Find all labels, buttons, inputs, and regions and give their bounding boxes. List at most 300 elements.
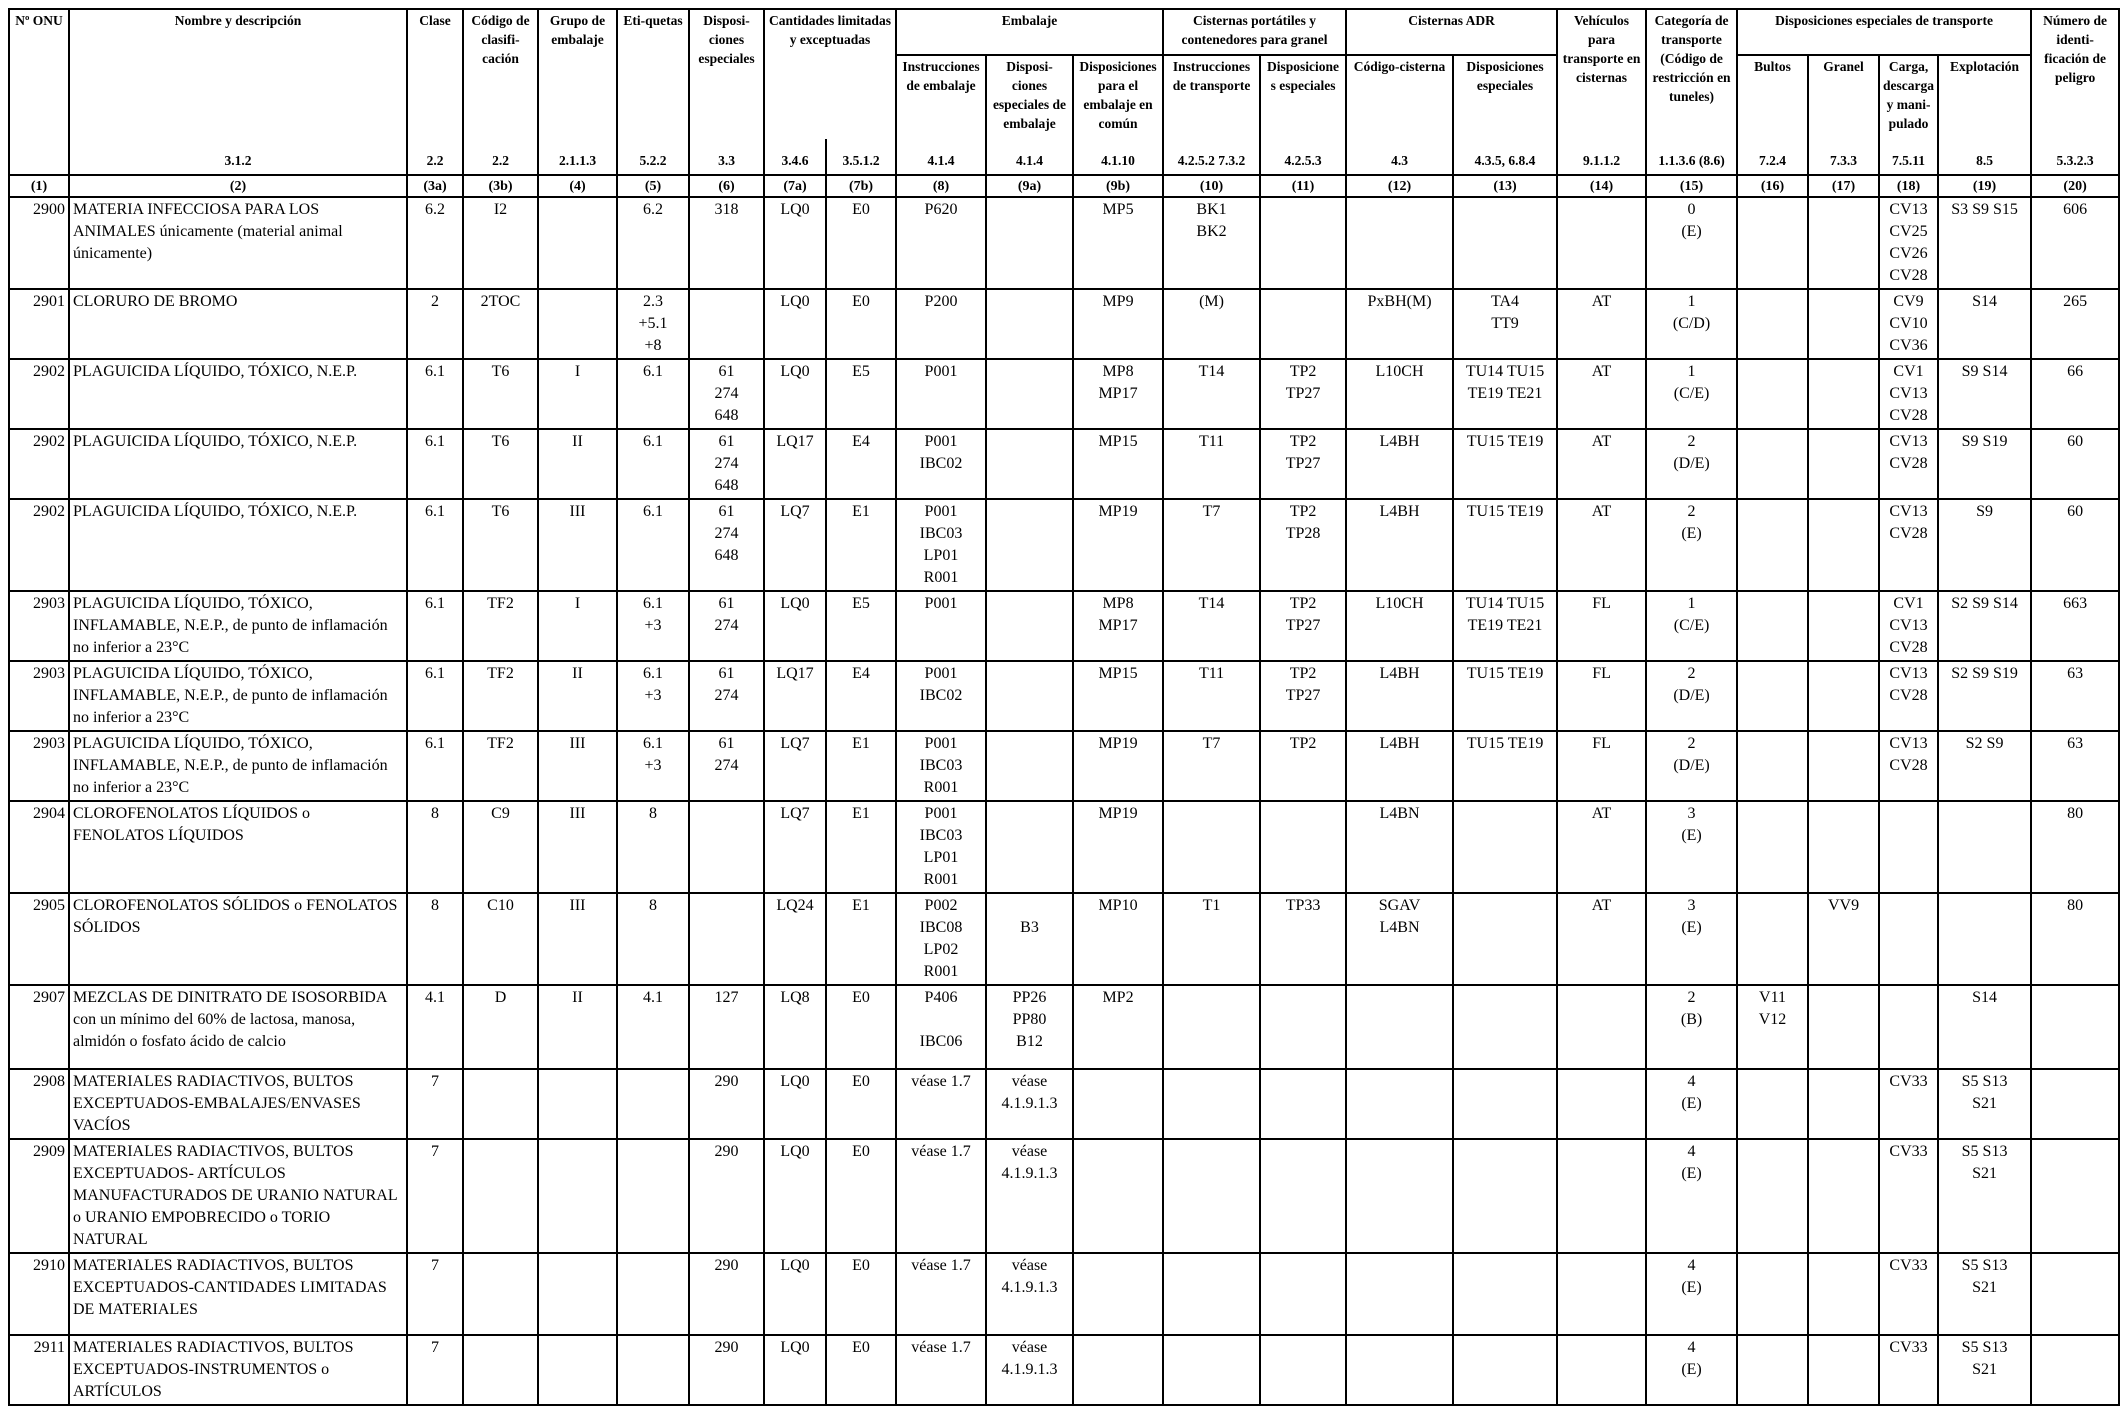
column-number: (5): [617, 175, 689, 197]
column-number: (3a): [407, 175, 463, 197]
cell-hazard-id: 60: [2031, 429, 2119, 499]
cell-classification-code: [463, 1335, 538, 1405]
cell-tank-code: [1346, 197, 1453, 289]
cell-excepted-quantity: E5: [826, 359, 896, 429]
cell-adr-special: [1453, 197, 1557, 289]
cell-loading: CV1 CV13 CV28: [1879, 591, 1938, 661]
cell-classification-code: TF2: [463, 591, 538, 661]
cell-class: 6.2: [407, 197, 463, 289]
cell-adr-special: [1453, 1069, 1557, 1139]
section-cell: 7.2.4: [1737, 139, 1808, 175]
cell-special-packing: véase 4.1.9.1.3: [986, 1069, 1073, 1139]
header-transport-provisions: Disposiciones especiales de transporte: [1737, 9, 2031, 55]
table-row: [9, 731, 2119, 801]
cell-transport-category: 2 (D/E): [1646, 661, 1737, 731]
cell-packing-group: II: [538, 429, 617, 499]
column-number: (16): [1737, 175, 1808, 197]
cell-loading: CV33: [1879, 1069, 1938, 1139]
header-tank-code: Código-cisterna: [1346, 55, 1453, 139]
cell-packing-instructions: véase 1.7: [896, 1335, 986, 1405]
cell-tank-special: TP2 TP27: [1260, 591, 1346, 661]
cell-limited-quantity: LQ0: [764, 359, 826, 429]
header-adr-special: Disposiciones especiales: [1453, 55, 1557, 139]
cell-mixed-packing: MP15: [1073, 429, 1163, 499]
cell-loading: CV13 CV28: [1879, 499, 1938, 591]
cell-transport-category: 3 (E): [1646, 893, 1737, 985]
cell-adr-special: [1453, 985, 1557, 1069]
cell-transport-category: 4 (E): [1646, 1335, 1737, 1405]
cell-un-number: 2909: [9, 1139, 69, 1253]
cell-un-number: 2902: [9, 429, 69, 499]
cell-tank-vehicle: AT: [1557, 359, 1646, 429]
cell-hazard-id: 606: [2031, 197, 2119, 289]
cell-tank-vehicle: [1557, 197, 1646, 289]
cell-packages: [1737, 731, 1808, 801]
cell-limited-quantity: LQ17: [764, 429, 826, 499]
cell-tank-instructions: T7: [1163, 731, 1260, 801]
cell-bulk: [1808, 429, 1879, 499]
cell-bulk: [1808, 1069, 1879, 1139]
cell-classification-code: C9: [463, 801, 538, 893]
cell-tank-special: TP33: [1260, 893, 1346, 985]
header-hazard-id: Número de identi-ficación de peligro: [2031, 9, 2119, 139]
cell-bulk: [1808, 661, 1879, 731]
cell-mixed-packing: MP19: [1073, 499, 1163, 591]
column-number: (6): [689, 175, 764, 197]
cell-mixed-packing: MP15: [1073, 661, 1163, 731]
header-packing-group: Grupo de embalaje: [538, 9, 617, 139]
cell-classification-code: C10: [463, 893, 538, 985]
cell-packing-group: [538, 197, 617, 289]
cell-class: 8: [407, 893, 463, 985]
cell-name: CLOROFENOLATOS LÍQUIDOS o FENOLATOS LÍQUIDOS: [69, 801, 407, 893]
cell-packing-instructions: P001 IBC02: [896, 661, 986, 731]
cell-special-packing: [986, 591, 1073, 661]
cell-name: PLAGUICIDA LÍQUIDO, TÓXICO, INFLAMABLE, N.E.P., de punto de inflamación no inferior a 23°C: [69, 731, 407, 801]
header-name: Nombre y descripción: [69, 9, 407, 139]
cell-special-provisions: 61 274 648: [689, 359, 764, 429]
cell-un-number: 2902: [9, 359, 69, 429]
cell-operation: S2 S9: [1938, 731, 2031, 801]
section-cell: 3.4.6: [764, 139, 826, 175]
cell-adr-special: [1453, 893, 1557, 985]
cell-labels: 6.1 +3: [617, 591, 689, 661]
cell-class: 6.1: [407, 429, 463, 499]
cell-packing-instructions: P001 IBC03 LP01 R001: [896, 499, 986, 591]
column-number: (19): [1938, 175, 2031, 197]
cell-un-number: 2911: [9, 1335, 69, 1405]
section-cell: 3.5.1.2: [826, 139, 896, 175]
cell-labels: 6.1 +3: [617, 661, 689, 731]
cell-tank-instructions: [1163, 801, 1260, 893]
cell-adr-special: TA4 TT9: [1453, 289, 1557, 359]
column-number: (3b): [463, 175, 538, 197]
cell-special-provisions: 61 274: [689, 661, 764, 731]
cell-tank-instructions: [1163, 1139, 1260, 1253]
cell-special-provisions: 61 274: [689, 731, 764, 801]
cell-class: 7: [407, 1335, 463, 1405]
cell-hazard-id: 663: [2031, 591, 2119, 661]
cell-adr-special: TU15 TE19: [1453, 499, 1557, 591]
cell-packing-group: [538, 1335, 617, 1405]
header-adr-tanks: Cisternas ADR: [1346, 9, 1557, 55]
column-number: (10): [1163, 175, 1260, 197]
cell-tank-code: L10CH: [1346, 591, 1453, 661]
cell-excepted-quantity: E0: [826, 1253, 896, 1335]
cell-tank-code: [1346, 1253, 1453, 1335]
cell-hazard-id: 265: [2031, 289, 2119, 359]
cell-class: 4.1: [407, 985, 463, 1069]
cell-special-packing: PP26 PP80 B12: [986, 985, 1073, 1069]
cell-operation: S9 S19: [1938, 429, 2031, 499]
cell-mixed-packing: MP8 MP17: [1073, 591, 1163, 661]
cell-un-number: 2908: [9, 1069, 69, 1139]
cell-tank-instructions: BK1 BK2: [1163, 197, 1260, 289]
cell-un-number: 2905: [9, 893, 69, 985]
cell-labels: 6.1: [617, 429, 689, 499]
section-cell: 7.5.11: [1879, 139, 1938, 175]
cell-tank-instructions: (M): [1163, 289, 1260, 359]
column-number: (20): [2031, 175, 2119, 197]
cell-limited-quantity: LQ0: [764, 591, 826, 661]
cell-mixed-packing: MP9: [1073, 289, 1163, 359]
cell-adr-special: TU15 TE19: [1453, 429, 1557, 499]
header-loading: Carga, descarga y mani-pulado: [1879, 55, 1938, 139]
cell-packing-instructions: véase 1.7: [896, 1253, 986, 1335]
table-row: [9, 1069, 2119, 1139]
cell-class: 7: [407, 1253, 463, 1335]
section-cell: 1.1.3.6 (8.6): [1646, 139, 1737, 175]
cell-classification-code: [463, 1253, 538, 1335]
cell-limited-quantity: LQ8: [764, 985, 826, 1069]
cell-adr-special: [1453, 1139, 1557, 1253]
cell-limited-quantity: LQ24: [764, 893, 826, 985]
cell-special-packing: [986, 499, 1073, 591]
header-packing-instructions: Instrucciones de embalaje: [896, 55, 986, 139]
cell-packages: [1737, 289, 1808, 359]
cell-name: MATERIALES RADIACTIVOS, BULTOS EXCEPTUADOS- ARTÍCULOS MANUFACTURADOS DE URANIO NATURAL o URANIO EMPOBRECIDO o TORIO NATURAL: [69, 1139, 407, 1253]
cell-transport-category: 2 (E): [1646, 499, 1737, 591]
cell-packing-group: II: [538, 661, 617, 731]
cell-name: MATERIALES RADIACTIVOS, BULTOS EXCEPTUADOS-INSTRUMENTOS o ARTÍCULOS: [69, 1335, 407, 1405]
column-number: (18): [1879, 175, 1938, 197]
table-row: [9, 591, 2119, 661]
section-cell: 4.3.5, 6.8.4: [1453, 139, 1557, 175]
cell-loading: CV1 CV13 CV28: [1879, 359, 1938, 429]
cell-transport-category: 2 (D/E): [1646, 731, 1737, 801]
cell-operation: S14: [1938, 985, 2031, 1069]
cell-packages: [1737, 499, 1808, 591]
cell-tank-special: TP2 TP28: [1260, 499, 1346, 591]
cell-tank-instructions: T1: [1163, 893, 1260, 985]
cell-labels: 8: [617, 801, 689, 893]
cell-mixed-packing: MP10: [1073, 893, 1163, 985]
cell-un-number: 2907: [9, 985, 69, 1069]
cell-transport-category: 1 (C/E): [1646, 359, 1737, 429]
cell-limited-quantity: LQ0: [764, 289, 826, 359]
cell-name: PLAGUICIDA LÍQUIDO, TÓXICO, INFLAMABLE, N.E.P., de punto de inflamación no inferior a 23°C: [69, 591, 407, 661]
cell-tank-code: L4BH: [1346, 731, 1453, 801]
cell-class: 6.1: [407, 661, 463, 731]
cell-special-provisions: 318: [689, 197, 764, 289]
cell-mixed-packing: MP8 MP17: [1073, 359, 1163, 429]
cell-hazard-id: 63: [2031, 731, 2119, 801]
cell-tank-code: SGAV L4BN: [1346, 893, 1453, 985]
cell-operation: S14: [1938, 289, 2031, 359]
cell-hazard-id: [2031, 985, 2119, 1069]
cell-tank-code: [1346, 1139, 1453, 1253]
cell-labels: 4.1: [617, 985, 689, 1069]
cell-tank-instructions: [1163, 985, 1260, 1069]
cell-un-number: 2902: [9, 499, 69, 591]
cell-special-packing: [986, 197, 1073, 289]
cell-adr-special: [1453, 1253, 1557, 1335]
cell-special-packing: véase 4.1.9.1.3: [986, 1253, 1073, 1335]
cell-class: 6.1: [407, 499, 463, 591]
cell-adr-special: TU14 TU15 TE19 TE21: [1453, 591, 1557, 661]
cell-tank-special: [1260, 801, 1346, 893]
cell-adr-special: TU15 TE19: [1453, 731, 1557, 801]
cell-mixed-packing: MP19: [1073, 801, 1163, 893]
cell-loading: CV13 CV28: [1879, 731, 1938, 801]
cell-packing-instructions: P002 IBC08 LP02 R001: [896, 893, 986, 985]
cell-tank-vehicle: AT: [1557, 289, 1646, 359]
cell-un-number: 2903: [9, 661, 69, 731]
cell-transport-category: 4 (E): [1646, 1253, 1737, 1335]
cell-tank-special: [1260, 1335, 1346, 1405]
cell-mixed-packing: MP5: [1073, 197, 1163, 289]
column-number: (1): [9, 175, 69, 197]
cell-class: 7: [407, 1139, 463, 1253]
cell-hazard-id: [2031, 1335, 2119, 1405]
cell-special-packing: [986, 359, 1073, 429]
cell-tank-vehicle: [1557, 1139, 1646, 1253]
cell-packing-instructions: P001: [896, 591, 986, 661]
cell-bulk: [1808, 1139, 1879, 1253]
table-row: [9, 661, 2119, 731]
table-row: [9, 1253, 2119, 1335]
section-cell: 9.1.1.2: [1557, 139, 1646, 175]
header-bulk: Granel: [1808, 55, 1879, 139]
cell-bulk: [1808, 591, 1879, 661]
cell-packages: [1737, 893, 1808, 985]
section-cell: 4.2.5.2 7.3.2: [1163, 139, 1260, 175]
cell-classification-code: T6: [463, 359, 538, 429]
cell-packages: [1737, 1139, 1808, 1253]
cell-class: 8: [407, 801, 463, 893]
cell-bulk: VV9: [1808, 893, 1879, 985]
cell-hazard-id: [2031, 1069, 2119, 1139]
section-cell: 4.1.4: [986, 139, 1073, 175]
cell-excepted-quantity: E0: [826, 985, 896, 1069]
cell-operation: S5 S13 S21: [1938, 1069, 2031, 1139]
cell-name: MATERIALES RADIACTIVOS, BULTOS EXCEPTUADOS-CANTIDADES LIMITADAS DE MATERIALES: [69, 1253, 407, 1335]
cell-name: MATERIA INFECCIOSA PARA LOS ANIMALES únicamente (material animal únicamente): [69, 197, 407, 289]
cell-un-number: 2903: [9, 731, 69, 801]
cell-limited-quantity: LQ17: [764, 661, 826, 731]
cell-limited-quantity: LQ0: [764, 1335, 826, 1405]
cell-labels: 6.1: [617, 499, 689, 591]
cell-operation: S3 S9 S15: [1938, 197, 2031, 289]
header-transport-category: Categoría de transporte (Código de restricción en tuneles): [1646, 9, 1737, 139]
cell-special-provisions: 290: [689, 1069, 764, 1139]
cell-tank-vehicle: [1557, 985, 1646, 1069]
cell-classification-code: TF2: [463, 731, 538, 801]
cell-tank-instructions: T14: [1163, 359, 1260, 429]
cell-special-provisions: 290: [689, 1139, 764, 1253]
cell-loading: CV13 CV25 CV26 CV28: [1879, 197, 1938, 289]
cell-special-provisions: [689, 801, 764, 893]
cell-tank-code: L4BH: [1346, 661, 1453, 731]
cell-tank-vehicle: FL: [1557, 731, 1646, 801]
cell-name: CLOROFENOLATOS SÓLIDOS o FENOLATOS SÓLIDOS: [69, 893, 407, 985]
cell-bulk: [1808, 1253, 1879, 1335]
cell-operation: [1938, 893, 2031, 985]
cell-tank-special: [1260, 1253, 1346, 1335]
cell-packing-instructions: P620: [896, 197, 986, 289]
cell-labels: 6.1 +3: [617, 731, 689, 801]
cell-tank-instructions: [1163, 1253, 1260, 1335]
cell-excepted-quantity: E0: [826, 289, 896, 359]
cell-special-provisions: 290: [689, 1335, 764, 1405]
cell-tank-instructions: [1163, 1069, 1260, 1139]
cell-mixed-packing: MP19: [1073, 731, 1163, 801]
cell-tank-special: [1260, 1069, 1346, 1139]
section-cell: 4.3: [1346, 139, 1453, 175]
cell-operation: S5 S13 S21: [1938, 1139, 2031, 1253]
cell-bulk: [1808, 985, 1879, 1069]
table-row: [9, 499, 2119, 591]
cell-transport-category: 1 (C/E): [1646, 591, 1737, 661]
cell-tank-code: L4BH: [1346, 499, 1453, 591]
cell-special-provisions: [689, 893, 764, 985]
cell-limited-quantity: LQ7: [764, 499, 826, 591]
cell-tank-special: TP2 TP27: [1260, 429, 1346, 499]
cell-adr-special: TU14 TU15 TE19 TE21: [1453, 359, 1557, 429]
cell-tank-vehicle: FL: [1557, 661, 1646, 731]
cell-labels: [617, 1253, 689, 1335]
cell-packages: [1737, 801, 1808, 893]
cell-mixed-packing: [1073, 1335, 1163, 1405]
column-number: (8): [896, 175, 986, 197]
cell-packing-group: III: [538, 801, 617, 893]
cell-tank-code: [1346, 1069, 1453, 1139]
cell-packages: [1737, 1069, 1808, 1139]
cell-un-number: 2903: [9, 591, 69, 661]
cell-packages: [1737, 1335, 1808, 1405]
header-portable-tanks: Cisternas portátiles y contenedores para granel: [1163, 9, 1346, 55]
section-cell: 4.1.10: [1073, 139, 1163, 175]
cell-packages: [1737, 429, 1808, 499]
cell-excepted-quantity: E4: [826, 429, 896, 499]
cell-packing-instructions: véase 1.7: [896, 1069, 986, 1139]
cell-packing-group: I: [538, 591, 617, 661]
cell-hazard-id: [2031, 1253, 2119, 1335]
column-number: (13): [1453, 175, 1557, 197]
cell-special-packing: véase 4.1.9.1.3: [986, 1139, 1073, 1253]
cell-tank-code: [1346, 1335, 1453, 1405]
cell-tank-vehicle: AT: [1557, 429, 1646, 499]
header-special-packing: Disposi-ciones especiales de embalaje: [986, 55, 1073, 139]
cell-limited-quantity: LQ0: [764, 1069, 826, 1139]
cell-mixed-packing: MP2: [1073, 985, 1163, 1069]
cell-class: 6.1: [407, 591, 463, 661]
cell-packing-instructions: P001: [896, 359, 986, 429]
cell-excepted-quantity: E0: [826, 1139, 896, 1253]
cell-special-packing: [986, 731, 1073, 801]
cell-labels: 8: [617, 893, 689, 985]
section-cell: 4.1.4: [896, 139, 986, 175]
column-number: (9b): [1073, 175, 1163, 197]
cell-operation: S5 S13 S21: [1938, 1253, 2031, 1335]
cell-loading: CV33: [1879, 1139, 1938, 1253]
cell-packages: [1737, 359, 1808, 429]
cell-special-provisions: 61 274 648: [689, 429, 764, 499]
cell-special-packing: [986, 801, 1073, 893]
cell-tank-vehicle: [1557, 1335, 1646, 1405]
cell-adr-special: TU15 TE19: [1453, 661, 1557, 731]
header-row-groups: [9, 9, 2119, 55]
cell-classification-code: [463, 1069, 538, 1139]
table-row: [9, 197, 2119, 289]
cell-transport-category: 1 (C/D): [1646, 289, 1737, 359]
cell-excepted-quantity: E1: [826, 499, 896, 591]
cell-transport-category: 2 (B): [1646, 985, 1737, 1069]
header-packages: Bultos: [1737, 55, 1808, 139]
cell-bulk: [1808, 359, 1879, 429]
section-cell: 8.5: [1938, 139, 2031, 175]
cell-limited-quantity: LQ7: [764, 731, 826, 801]
cell-adr-special: [1453, 1335, 1557, 1405]
section-row: [9, 139, 2119, 175]
cell-loading: [1879, 893, 1938, 985]
cell-limited-quantity: LQ7: [764, 801, 826, 893]
cell-tank-vehicle: FL: [1557, 591, 1646, 661]
cell-loading: [1879, 801, 1938, 893]
cell-transport-category: 4 (E): [1646, 1069, 1737, 1139]
cell-loading: CV13 CV28: [1879, 661, 1938, 731]
cell-class: 6.1: [407, 731, 463, 801]
cell-tank-instructions: T11: [1163, 429, 1260, 499]
cell-excepted-quantity: E0: [826, 197, 896, 289]
cell-hazard-id: 80: [2031, 893, 2119, 985]
cell-classification-code: I2: [463, 197, 538, 289]
cell-transport-category: 2 (D/E): [1646, 429, 1737, 499]
cell-operation: [1938, 801, 2031, 893]
cell-name: CLORURO DE BROMO: [69, 289, 407, 359]
header-class: Clase: [407, 9, 463, 139]
cell-tank-code: L10CH: [1346, 359, 1453, 429]
cell-operation: S2 S9 S14: [1938, 591, 2031, 661]
section-cell: 5.2.2: [617, 139, 689, 175]
cell-hazard-id: 63: [2031, 661, 2119, 731]
cell-special-packing: [986, 429, 1073, 499]
header-un-number: Nº ONU: [9, 9, 69, 139]
cell-tank-code: PxBH(M): [1346, 289, 1453, 359]
cell-packages: [1737, 197, 1808, 289]
cell-packing-instructions: P001 IBC03 R001: [896, 731, 986, 801]
table-body: [9, 197, 2119, 1405]
cell-bulk: [1808, 731, 1879, 801]
section-cell: 3.3: [689, 139, 764, 175]
cell-packages: [1737, 591, 1808, 661]
column-number: (2): [69, 175, 407, 197]
cell-labels: [617, 1335, 689, 1405]
cell-packing-instructions: véase 1.7: [896, 1139, 986, 1253]
cell-class: 7: [407, 1069, 463, 1139]
cell-class: 6.1: [407, 359, 463, 429]
cell-packing-instructions: P406 IBC06: [896, 985, 986, 1069]
